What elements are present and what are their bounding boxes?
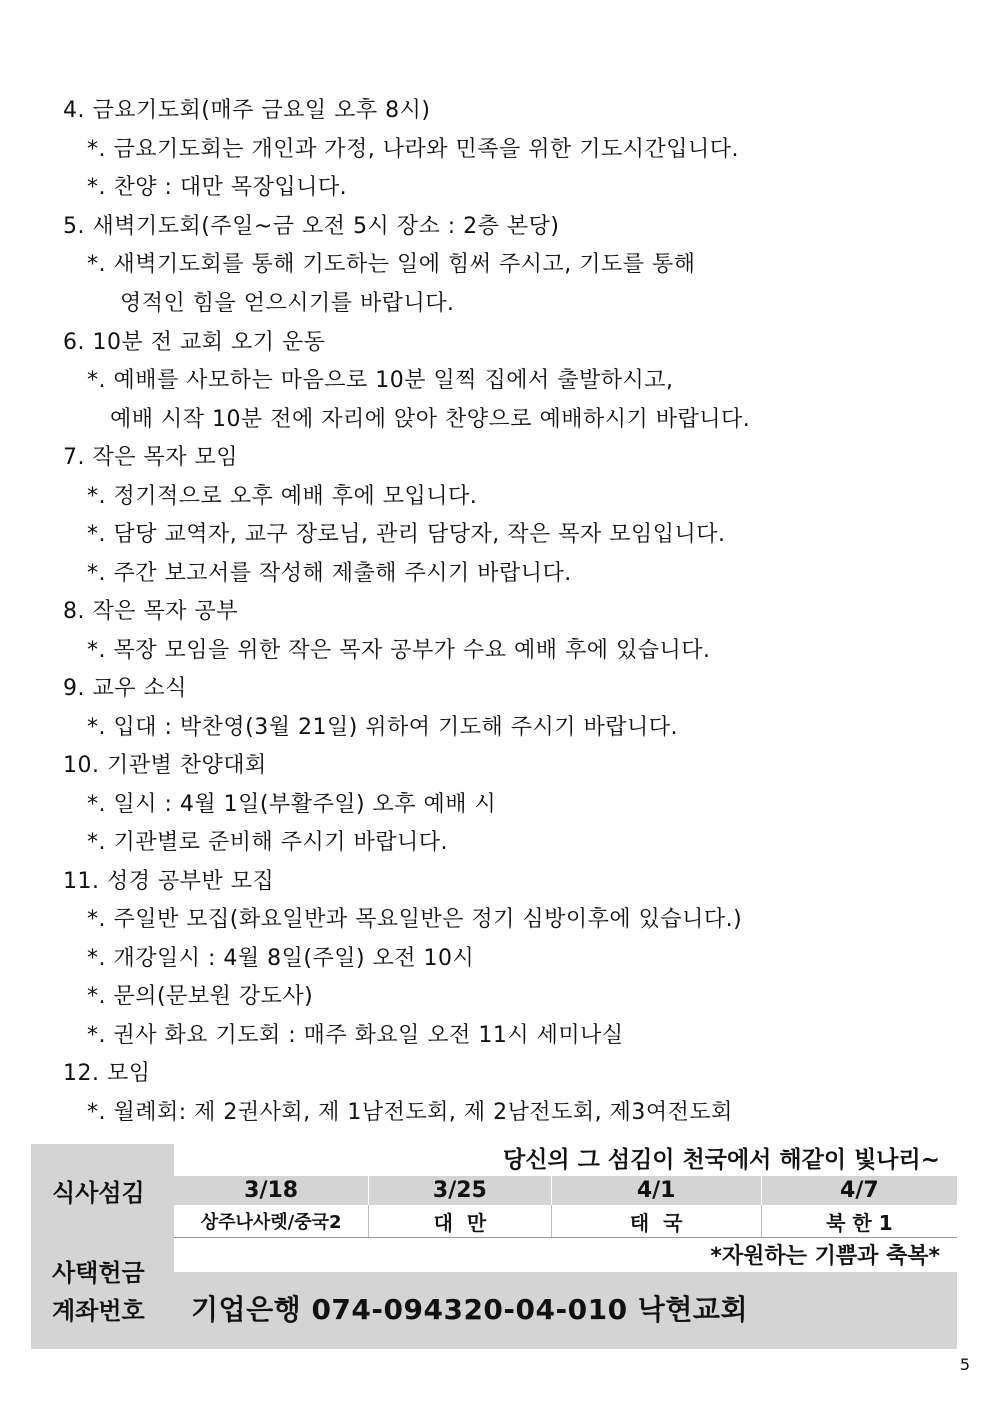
notice-item: 예배 시작 10분 전에 자리에 앉아 찬양으로 예배하시기 바랍니다.	[110, 407, 751, 432]
notice-item: 영적인 힘을 얻으시기를 바랍니다.	[120, 291, 455, 316]
meal-date-1: 3/18	[174, 1176, 369, 1205]
meal-group-1: 상주나사렛/중국2	[174, 1205, 369, 1237]
notice-item: *. 찬양 : 대만 목장입니다.	[87, 175, 348, 200]
notice-heading: 11. 성경 공부반 모집	[63, 869, 275, 894]
notice-item: *. 주일반 모집(화요일반과 목요일반은 정기 심방이후에 있습니다.)	[87, 907, 743, 932]
meal-date-row	[174, 1176, 957, 1205]
notice-item: *. 월례회: 제 2권사회, 제 1남전도회, 제 2남전도회, 제3여전도회	[87, 1100, 733, 1125]
offering-label: 사택헌금	[52, 1259, 145, 1287]
notice-heading: 6. 10분 전 교회 오기 운동	[63, 330, 326, 355]
notice-item: *. 기관별로 준비해 주시기 바랍니다.	[87, 830, 448, 855]
meal-group-3: 태 국	[552, 1205, 762, 1237]
offering-note: *자원하는 기쁨과 축복*	[710, 1244, 940, 1269]
notice-heading: 8. 작은 목자 공부	[63, 599, 238, 624]
page-number: 5	[959, 1355, 970, 1374]
meal-group-2: 대 만	[369, 1205, 551, 1237]
notice-item: *. 문의(문보원 강도사)	[87, 984, 314, 1009]
meal-date-3: 4/1	[552, 1176, 762, 1205]
notice-heading: 4. 금요기도회(매주 금요일 오후 8시)	[63, 98, 431, 123]
account-label: 계좌번호	[52, 1297, 145, 1325]
notice-item: *. 정기적으로 오후 예배 후에 모입니다.	[87, 484, 478, 509]
meal-group-row	[174, 1205, 957, 1238]
meal-motto: 당신의 그 섬김이 천국에서 해같이 빛나리~	[502, 1147, 940, 1173]
notice-heading: 5. 새벽기도회(주일~금 오전 5시 장소 : 2층 본당)	[63, 214, 560, 239]
notice-item: *. 주간 보고서를 작성해 제출해 주시기 바랍니다.	[87, 561, 572, 586]
notice-heading: 7. 작은 목자 모임	[63, 445, 238, 470]
meal-date-4: 4/7	[840, 1178, 879, 1203]
meal-group-4: 북 한 1	[826, 1210, 893, 1235]
meal-service-label: 식사섬김	[52, 1179, 145, 1207]
notice-item: *. 목장 모임을 위한 작은 목자 공부가 수요 예배 후에 있습니다.	[87, 638, 711, 663]
meal-date-2: 3/25	[369, 1176, 551, 1205]
notice-heading: 12. 모임	[63, 1061, 151, 1086]
notice-heading: 9. 교우 소식	[63, 676, 187, 701]
notice-item: *. 개강일시 : 4월 8일(주일) 오전 10시	[87, 946, 475, 971]
notice-item: *. 예배를 사모하는 마음으로 10분 일찍 집에서 출발하시고,	[87, 368, 674, 393]
notice-item: *. 금요기도회는 개인과 가정, 나라와 민족을 위한 기도시간입니다.	[87, 137, 739, 162]
notice-item: *. 일시 : 4월 1일(부활주일) 오후 예배 시	[87, 792, 497, 817]
notice-item: *. 새벽기도회를 통해 기도하는 일에 힘써 주시고, 기도를 통해	[87, 252, 696, 277]
bank-account: 기업은행 074-094320-04-010 낙현교회	[191, 1293, 748, 1326]
notice-item: *. 권사 화요 기도회 : 매주 화요일 오전 11시 세미나실	[87, 1023, 624, 1048]
notice-heading: 10. 기관별 찬양대회	[63, 753, 267, 778]
notice-item: *. 담당 교역자, 교구 장로님, 관리 담당자, 작은 목자 모임입니다.	[87, 522, 726, 547]
notice-item: *. 입대 : 박찬영(3월 21일) 위하여 기도해 주시기 바랍니다.	[87, 715, 679, 740]
